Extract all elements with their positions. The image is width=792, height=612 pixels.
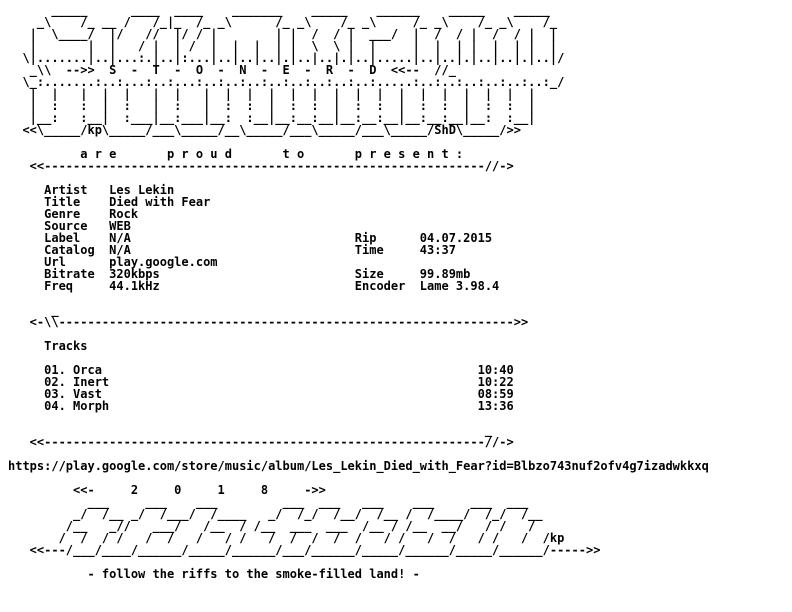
header-art-line: _\\ -->> S - T - O - N - E - R - D <<-- //_ xyxy=(8,63,456,77)
header-art-line: | \____/ |/ // |/ / | | | / / | ___/ | / / | / / | | xyxy=(8,27,558,41)
info-row: Artist Les Lekin xyxy=(8,183,355,197)
year-line: <<- 2 0 1 8 ->> xyxy=(8,483,326,497)
blank-line xyxy=(8,292,709,304)
header-art-line: | | | | | | | | | | | | | | | | | | | | | | | xyxy=(8,87,536,101)
info-row: Title Died with Fear xyxy=(8,195,355,209)
tracks-label: Tracks xyxy=(8,339,88,353)
info-row: Url play.google.com xyxy=(8,255,355,269)
info-row: Freq 44.1kHz Encoder Lame 3.98.4 xyxy=(8,279,500,293)
header-art-line: | | | / | | / | | | | | \ \ | | | | | | | | | | xyxy=(8,39,558,53)
info-row: Bitrate 320kbps Size 99.89mb xyxy=(8,267,471,281)
info-row: Label N/A Rip 04.07.2015 xyxy=(8,231,493,245)
track-row: 02. Inert 10:22 xyxy=(8,375,514,389)
track-row: 03. Vast 08:59 xyxy=(8,387,514,401)
footer-art-line: / / / / / / / / / / / / / / / / / / / / / /kp xyxy=(8,531,565,545)
header-art-line: |__: :__| :___|__:___|__: :__|__:__:__|__:__:__|__:__:__|__: :__| xyxy=(8,111,536,125)
track-row: 01. Orca 10:40 xyxy=(8,363,514,377)
track-row: 04. Morph 13:36 xyxy=(8,399,514,413)
separator-line: _ xyxy=(8,423,493,437)
blank-line xyxy=(8,328,709,340)
nfo-document xyxy=(8,4,709,580)
header-art-line: <<\_____/kp\_____/___\_____/__\_____/___\_____/___\_____/ShD\_____/>> xyxy=(8,123,521,137)
footer-text: - follow the riffs to the smoke-filled land! - xyxy=(8,567,420,581)
separator-line: _ xyxy=(8,303,59,317)
footer-art-line: <<---/___/____/______/_____/______/___/______/_____/______/_____/______/----->> xyxy=(8,543,601,557)
header-art-line: \_:.......:..:...:..:...:..:..:..:..:..:..:..:..:.....:..:..:..:..:..:..:_/ xyxy=(8,75,565,89)
info-row: Source WEB xyxy=(8,219,355,233)
info-row: Catalog N/A Time 43:37 xyxy=(8,243,456,257)
footer-art-line: /__ _// ___/ /__ / /__ ___ ___ /__ / /__ __/ / / / xyxy=(8,519,536,533)
header-art-line: \|.......|..|...:.|..|:...|..|..|..|.|..|..|.|..|.....|..|..|.|..|..|.|..|/ xyxy=(8,51,565,65)
footer-art-line: ___ ___ ___ ___ ___ ___ ___ ___ ___ xyxy=(8,495,529,509)
presents-text: a r e p r o u d t o p r e s e n t : xyxy=(8,147,464,161)
separator-line: <<-------------------------------------------------------------//-> xyxy=(8,435,514,449)
header-art-line: _\ /_ __ / /_|_ /_ _\ /_ _\ /_ _\ /_ _\ /_ _\ /_ xyxy=(8,15,558,29)
separator-line: <-\\--------------------------------------------------------------->> xyxy=(8,315,529,329)
footer-art-line: _/ /__ _/ /___/ /____ _/ /_/ /__/ /__ / /____/ /_/ /__ xyxy=(8,507,543,521)
separator-line: <<-------------------------------------------------------------//-> xyxy=(8,159,514,173)
header-art-line: _____ ____ ____ _______ _____ ______ _____ _____ xyxy=(8,3,550,17)
header-art-line: | : : | : | : | : : | : : | : : | : : | : : | xyxy=(8,99,536,113)
info-row: Genre Rock xyxy=(8,207,355,221)
album-url: https://play.google.com/store/music/album/Les_Lekin_Died_with_Fear?id=Blbzo743nuf2ofv4g7izadwkkxq xyxy=(8,459,709,473)
